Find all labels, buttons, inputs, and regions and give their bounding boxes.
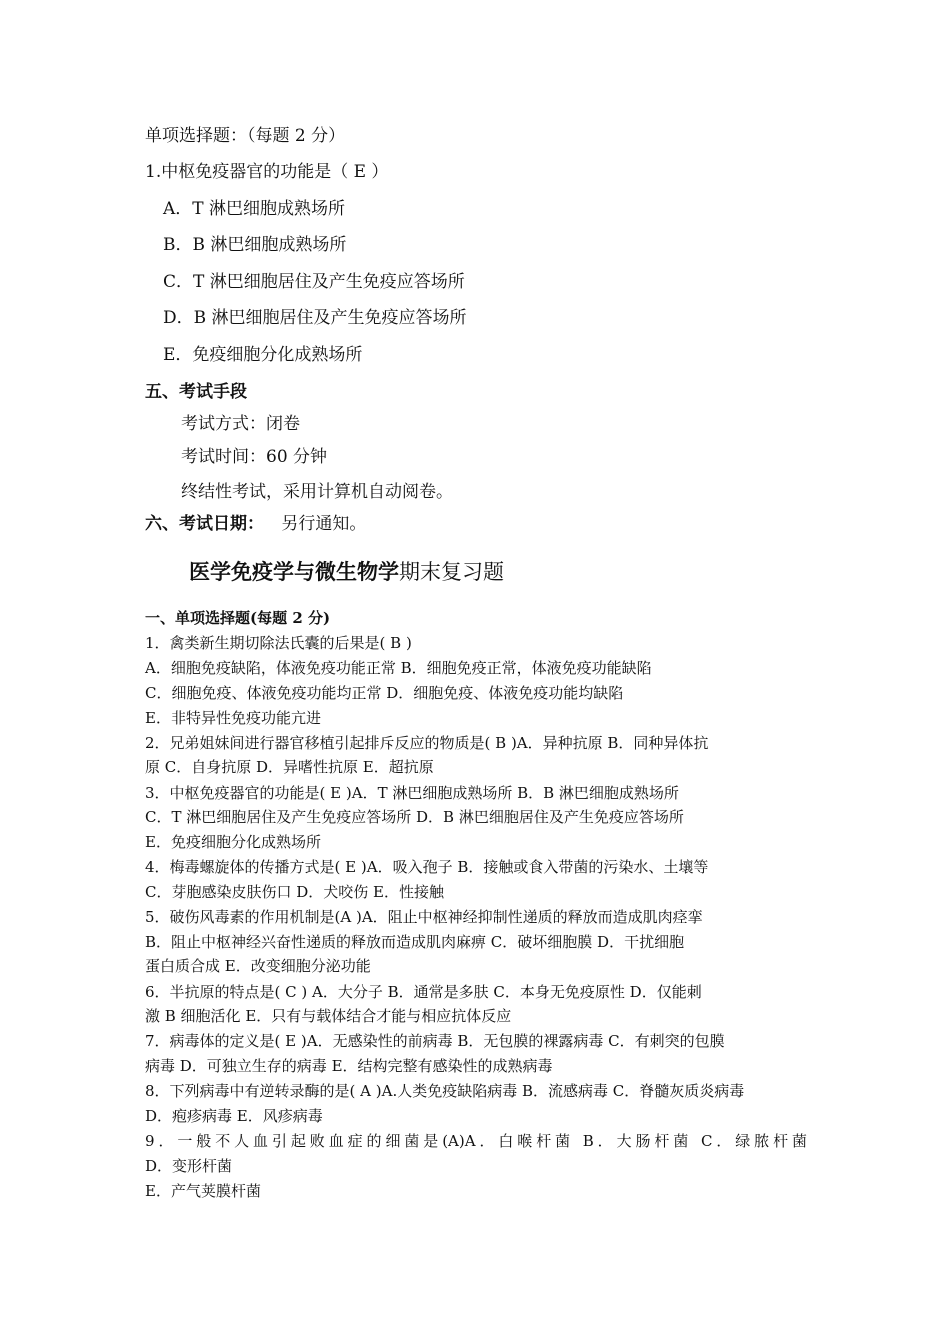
- review-title: [189, 557, 504, 587]
- section6-row: [145, 512, 366, 536]
- review-line-3: C．细胞免疫、体液免疫功能均正常 D．细胞免疫、体液免疫功能均缺陷: [145, 684, 624, 702]
- review-line-7: 3．中枢免疫器官的功能是( E )A．T 淋巴细胞成熟场所 B．B 淋巴细胞成熟场所: [145, 784, 679, 802]
- review-line-19: 8．下列病毒中有逆转录酶的是( A )A.人类免疫缺陷病毒 B．流感病毒 C．脊髓灰质炎病毒: [145, 1082, 745, 1100]
- section5-line-1: 考试方式：闭卷: [181, 414, 300, 434]
- section6-heading: 六、考试日期：: [145, 514, 264, 534]
- review-line-23: E．产气荚膜杆菌: [145, 1182, 261, 1200]
- review-line-4: E．非特异性免疫功能亢进: [145, 709, 321, 727]
- review-line-6: 原 C．自身抗原 D．异嗜性抗原 E．超抗原: [145, 758, 434, 776]
- review-line-13: B．阻止中枢神经兴奋性递质的释放而造成肌肉麻痹 C．破坏细胞膜 D．干扰细胞: [145, 933, 685, 951]
- review-line-17: 7．病毒体的定义是( E )A．无感染性的前病毒 B．无包膜的裸露病毒 C．有刺突的包膜: [145, 1032, 725, 1050]
- review-line-14: 蛋白质合成 E．改变细胞分泌功能: [145, 957, 371, 975]
- top-option-c: C．T 淋巴细胞居住及产生免疫应答场所: [163, 272, 465, 292]
- review-line-18: 病毒 D．可独立生存的病毒 E．结构完整有感染性的成熟病毒: [145, 1057, 553, 1075]
- top-option-d: D．B 淋巴细胞居住及产生免疫应答场所: [163, 308, 467, 328]
- review-line-21: 9．一般不人血引起败血症的细菌是(A)A．白喉杆菌 B．大肠杆菌 C．绿脓杆菌: [145, 1132, 807, 1150]
- review-line-5: 2．兄弟姐妹间进行器官移植引起排斥反应的物质是( B )A．异种抗原 B．同种异体抗: [145, 734, 709, 752]
- review-line-11: C．芽胞感染皮肤伤口 D．犬咬伤 E．性接触: [145, 883, 444, 901]
- review-line-8: C．T 淋巴细胞居住及产生免疫应答场所 D．B 淋巴细胞居住及产生免疫应答场所: [145, 808, 684, 826]
- review-line-15: 6．半抗原的特点是( C ) A．大分子 B．通常是多肤 C．本身无免疫原性 D．仅能刺: [145, 983, 702, 1001]
- section6-value: 另行通知。: [281, 514, 367, 534]
- review-line-16: 激 B 细胞活化 E．只有与载体结合才能与相应抗体反应: [145, 1007, 512, 1025]
- top-option-a: A．T 淋巴细胞成熟场所: [163, 199, 346, 219]
- section5-line-3: 终结性考试，采用计算机自动阅卷。: [181, 482, 453, 502]
- review-section-heading: 一、单项选择题(每题 2 分): [145, 609, 331, 627]
- top-option-b: B．B 淋巴细胞成熟场所: [163, 235, 347, 255]
- review-line-9: E．免疫细胞分化成熟场所: [145, 833, 321, 851]
- top-question: 1.中枢免疫器官的功能是（ E ）: [145, 162, 389, 182]
- review-line-10: 4．梅毒螺旋体的传播方式是( E )A．吸入孢子 B．接触或食入带菌的污染水、土壤等: [145, 858, 709, 876]
- review-line-20: D．疱疹病毒 E．风疹病毒: [145, 1107, 323, 1125]
- review-line-22: D．变形杆菌: [145, 1157, 233, 1175]
- review-title-rest: 期末复习题: [399, 560, 504, 584]
- review-title-bold: 医学免疫学与微生物学: [189, 559, 399, 584]
- section5-line-2: 考试时间：60 分钟: [181, 447, 328, 467]
- review-line-12: 5．破伤风毒素的作用机制是(A )A．阻止中枢神经抑制性递质的释放而造成肌肉痉挛: [145, 908, 703, 926]
- section5-heading: 五、考试手段: [145, 382, 247, 402]
- top-heading: 单项选择题：（每题 2 分）: [145, 126, 346, 146]
- top-option-e: E．免疫细胞分化成熟场所: [163, 345, 363, 365]
- review-line-1: 1．禽类新生期切除法氏囊的后果是( B ): [145, 634, 412, 652]
- review-line-2: A．细胞免疫缺陷，体液免疫功能正常 B．细胞免疫正常，体液免疫功能缺陷: [145, 659, 652, 677]
